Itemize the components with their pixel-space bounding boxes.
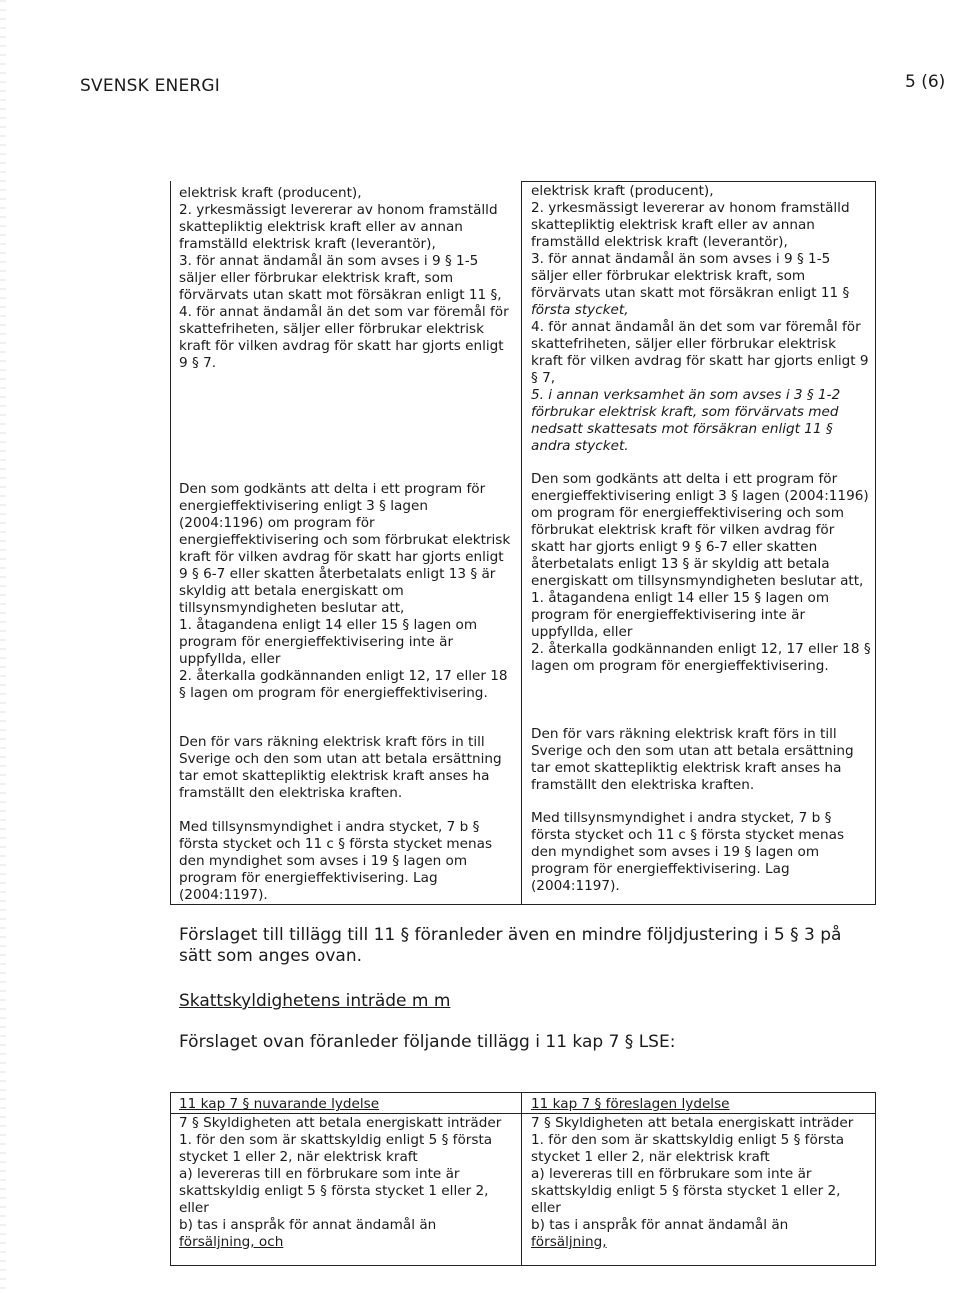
right-top-text: elektrisk kraft (producent), 2. yrkesmässigt levererar av honom framställd skattepliktig elektrisk kraft eller av annan framställd elektrisk kraft (leverantör), 3. för annat ändamål än som avses i 9 § 1-5 säljer eller förbrukar elektrisk kraft, som förvärvats utan skatt mot försäkran enligt 11 § bbox=[531, 183, 850, 301]
prose-paragraph-2: Förslaget ovan föranleder följande tillägg i 11 kap 7 § LSE: bbox=[179, 1032, 676, 1052]
proposed-text-header: 11 kap 7 § föreslagen lydelse bbox=[531, 1096, 730, 1112]
current-text-body bbox=[179, 1115, 515, 1251]
right-top-italic-2: 5. i annan verksamhet än som avses i 3 § 1-2 förbrukar elektrisk kraft, som förvärvats med nedsatt skattesats mot försäkran enligt 11 § andra stycket. bbox=[531, 387, 841, 454]
right-cell-p3: Med tillsynsmyndighet i andra stycket, 7 b § första stycket och 11 c § första stycket menas den myndighet som avses i 19 § lagen om program för energieffektivisering. Lag (2004:1197). bbox=[531, 810, 845, 894]
prose-paragraph-1: Förslaget till tillägg till 11 § föranleder även en mindre följdjustering i 5 § 3 på sätt som anges ovan. bbox=[179, 925, 842, 966]
right-top-italic-1: första stycket, bbox=[531, 302, 629, 318]
current-text-header: 11 kap 7 § nuvarande lydelse bbox=[179, 1096, 380, 1112]
right-cell-p2: Den för vars räkning elektrisk kraft förs in till Sverige och den som utan att betala ersättning tar emot skattepliktig elektrisk kraft anses ha framställt den elektriska kraften. bbox=[531, 726, 854, 793]
right-cell-mid: Den som godkänts att delta i ett program för energieffektivisering enligt 3 § lagen (2004:1196) om program för energieffektivisering och som förbrukat elektrisk kraft för vilken avdrag för skatt har gjorts enligt 9 § 6-7 eller skatten återbetalats enligt 13 § är skyldig att betala energiskatt om tillsynsmyndigheten beslutar att, 1. åtagandena enligt 14 eller 15 § lagen om program för energieffektivisering inte är uppfyllda, eller 2. återkalla godkännanden enligt 12, 17 eller 18 § lagen om program för energieffektivisering. bbox=[531, 471, 871, 674]
proposed-text-last-line: försäljning, bbox=[531, 1234, 607, 1250]
table-border-bottom bbox=[170, 904, 876, 905]
proposed-text-main: 7 § Skyldigheten att betala energiskatt inträder 1. för den som är skattskyldig enligt 5 § första stycket 1 eller 2, när elektrisk kraft a) levereras till en förbrukare som inte är skattskyldig enligt 5 § första stycket 1 eller 2, eller b) tas i anspråk för annat ändamål än bbox=[531, 1115, 854, 1233]
proposed-text-body bbox=[531, 1115, 871, 1251]
current-text-main: 7 § Skyldigheten att betala energiskatt inträder 1. för den som är skattskyldig enligt 5 § första stycket 1 eller 2, när elektrisk kraft a) levereras till en förbrukare som inte är skattskyldig enligt 5 § första stycket 1 eller 2, eller b) tas i anspråk för annat ändamål än bbox=[179, 1115, 502, 1233]
table-column-divider bbox=[521, 181, 522, 905]
lse-amendment-table bbox=[170, 1092, 876, 1266]
scan-edge-artifact bbox=[0, 0, 6, 1294]
table-border-right bbox=[875, 181, 876, 905]
left-cell-p2: Den för vars räkning elektrisk kraft förs in till Sverige och den som utan att betala ersättning tar emot skattepliktig elektrisk kraft anses ha framställt den elektriska kraften. bbox=[179, 734, 502, 801]
table-column-divider bbox=[521, 1092, 522, 1266]
header-page-number: 5 (6) bbox=[905, 72, 946, 92]
comparison-table bbox=[170, 181, 876, 905]
table-border-top-right bbox=[521, 181, 876, 182]
right-cell-top bbox=[531, 183, 871, 455]
table-header-divider bbox=[170, 1113, 876, 1114]
table-border-left bbox=[170, 181, 171, 905]
current-text-last-line: försäljning, och bbox=[179, 1234, 284, 1250]
left-cell-top: elektrisk kraft (producent), 2. yrkesmässigt levererar av honom framställd skattepliktig elektrisk kraft eller av annan framställd elektrisk kraft (leverantör), 3. för annat ändamål än som avses i 9 § 1-5 säljer eller förbrukar elektrisk kraft, som förvärvats utan skatt mot försäkran enligt 11 §, 4. för annat ändamål än det som var föremål för skattefriheten, säljer eller förbrukar elektrisk kraft för vilken avdrag för skatt har gjorts enligt 9 § 7. bbox=[179, 185, 509, 371]
right-top-text-2: 4. för annat ändamål än det som var föremål för skattefriheten, säljer eller förbrukar elektrisk kraft för vilken avdrag för skatt har gjorts enligt 9 § 7, bbox=[531, 319, 869, 386]
header-organization: SVENSK ENERGI bbox=[80, 76, 221, 96]
left-cell-p3: Med tillsynsmyndighet i andra stycket, 7 b § första stycket och 11 c § första stycket menas den myndighet som avses i 19 § lagen om program för energieffektivisering. Lag (2004:1197). bbox=[179, 819, 493, 903]
section-heading: Skattskyldighetens inträde m m bbox=[179, 991, 451, 1011]
left-cell-mid: Den som godkänts att delta i ett program för energieffektivisering enligt 3 § lagen (2004:1196) om program för energieffektivisering och som förbrukat elektrisk kraft för vilken avdrag för skatt har gjorts enligt 9 § 6-7 eller skatten återbetalats enligt 13 § är skyldig att betala energiskatt om tillsynsmyndigheten beslutar att, 1. åtagandena enligt 14 eller 15 § lagen om program för energieffektivisering inte är uppfyllda, eller 2. återkalla godkännanden enligt 12, 17 eller 18 § lagen om program för energieffektivisering. bbox=[179, 481, 511, 701]
